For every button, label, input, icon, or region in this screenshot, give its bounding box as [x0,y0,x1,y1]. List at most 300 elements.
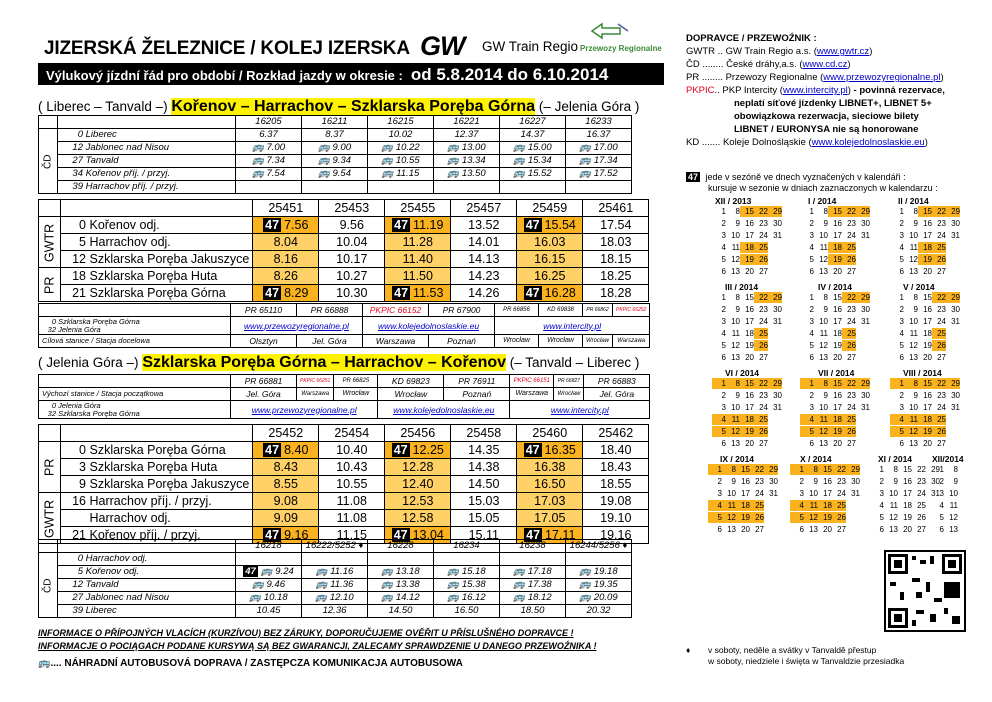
time-cell: 12.37 [434,129,500,142]
time-cell: 🚌 13.38 [368,579,434,592]
calendar-day: 18 [828,414,842,425]
time-cell: 47 12.25 [385,442,451,459]
route1-main: Kořenov – Harrachov – Szklarska Poręba Górna [171,98,536,115]
calendar-day: 10 [819,231,828,240]
link-przewozy[interactable]: www.przewozyregionalne.pl [231,401,378,419]
link-gwtr[interactable]: www.gwtr.cz [816,46,870,57]
time-cell: 🚌 15.18 [434,566,500,579]
calendar-day: 1 [899,293,904,302]
route2-pre: ( Jelenia Góra –) [38,355,139,370]
calendar-day: 4 [790,500,804,511]
calendar-day: 5 [890,426,904,437]
calendar-day: 4 [721,243,726,252]
calendar-day: 11 [889,501,898,510]
validity-banner [38,63,664,85]
calendar-month: XI / 2014 [878,454,913,464]
calendar-day: 19 [745,341,754,350]
calendar-day: 9 [913,305,918,314]
calendar-day: 5 [790,512,804,523]
calendar-day: 8 [913,293,918,302]
calendar-day: 26 [917,513,926,522]
timetable-main-inbound [38,424,649,544]
time-cell: 47 16.28 [517,285,583,302]
calendar-day: 3 [721,317,726,326]
calendar-day: 22 [754,378,768,389]
time-cell: 6.37 [236,129,302,142]
calendar-day: 27 [917,525,926,534]
calendar-day: 17 [745,317,754,326]
calendar-day: 5 [939,513,944,522]
calendar-day: 30 [951,391,960,400]
calendar-day: 25 [754,328,768,339]
train-number: 16227 [500,116,566,129]
calendar-day: 9 [893,477,898,486]
calendar-day: 3 [799,489,804,498]
link-kd[interactable]: www.kolejedolnoslaskie.eu [811,137,925,148]
calendar-day: 11 [909,243,918,252]
time-cell: 47 11.53 [385,285,451,302]
destination-cell: Olsztyn [231,335,297,348]
train-number: PR 65110 [231,304,297,317]
calendar-day: 1 [721,293,726,302]
calendar-month: III / 2014 [725,282,759,292]
time-cell: 19.10 [583,510,649,527]
route1-pre: ( Liberec – Tanvald –) [38,99,168,114]
calendar-day: 5 [721,341,726,350]
train-number: PKPIC 66252 [613,304,650,317]
time-cell: 🚌 10.18 [236,592,302,605]
calendar-day: 12 [909,341,918,350]
calendar-day: 2 [899,305,904,314]
calendar-day: 25 [754,414,768,425]
calendar-day: 5 [899,255,904,264]
calendar-day: 19 [828,254,842,265]
time-cell: 🚌 13.00 [434,142,500,155]
calendar-day: 6 [721,353,726,362]
link-intercity[interactable]: www.intercity.pl [782,85,848,96]
link-przewozy[interactable]: www.przewozyregionalne.pl [231,317,363,335]
calendar-day: 12 [904,426,918,437]
time-cell: 🚌 13.34 [434,155,500,168]
calendar-day: 29 [946,292,960,303]
calendar-day: 13 [819,439,828,448]
time-cell: 17.54 [583,217,649,234]
calendar-day: 17 [833,403,842,412]
calendar-day: 27 [755,525,764,534]
calendar-day: 18 [745,329,754,338]
train-number: 25452 [253,425,319,442]
time-cell: 14.26 [451,285,517,302]
calendar-day: 2 [721,391,726,400]
calendar-day: 29 [846,464,860,475]
time-cell: 🚌 17.18 [500,566,566,579]
calendar-day: 3 [879,489,884,498]
calendar-day: 10 [731,231,740,240]
time-cell: 🚌 11.15 [368,168,434,181]
calendar-day: 6 [809,353,814,362]
calendar-day: 22 [832,464,846,475]
train-number: 25460 [517,425,583,442]
time-cell: 🚌 18.12 [500,592,566,605]
carrier-label: ČD [39,129,58,194]
calendar-day: 17 [923,317,932,326]
calendar-day: 31 [773,317,782,326]
train-number: PKPIC 66152 [363,304,429,317]
calendar-day: 12 [804,512,818,523]
calendar-day: 22 [917,465,926,474]
diamond-icon: ♦ [686,645,691,655]
calendar-day: 16 [745,219,754,228]
calendar-day: 13 [819,267,828,276]
time-cell: 12.36 [302,605,368,618]
calendar-day: 3 [899,403,904,412]
pkpic-note: LIBNET / EURONYSA nie są honorowane [734,124,919,135]
station-cell: 0 Szklarska Poręba Górna 32 Jelenia Góra [39,317,231,335]
time-cell: 🚌 13.50 [434,168,500,181]
calendar-day: 3 [899,317,904,326]
calendar-day: 2 [721,219,726,228]
origin-cell: Poznań [444,388,510,401]
calendar-day: 2 [879,477,884,486]
origin-cell: Warszawa [297,388,334,401]
calendar-day: 25 [832,500,846,511]
calendar-day: 8 [823,293,828,302]
train-number: PR 66856 [495,304,539,317]
page-title: JIZERSKÁ ŽELEZNICE / KOLEJ IZERSKA [44,38,410,59]
time-cell: 47 11.19 [385,217,451,234]
time-cell [302,181,368,194]
calendar-day: 20 [833,353,842,362]
calendar-day: 25 [842,328,856,339]
station-cell: 0 Liberec [58,129,236,142]
time-cell: 11.08 [319,510,385,527]
calendar-day: 24 [937,231,946,240]
carrier-cd: ČD ........ České dráhy,a.s. [686,59,797,70]
carrier-pkpic: .. PKP Intercity [714,85,778,96]
calendar-day: 23 [759,305,768,314]
calendar-day: 8 [953,465,958,474]
calendar-day: 30 [951,305,960,314]
calendar-day: 6 [899,353,904,362]
calendar-day: 20 [745,267,754,276]
calendar-day: 26 [754,340,768,351]
calendar-day: 24 [937,403,946,412]
calendar-day: 3 [809,231,814,240]
train-number: 16215 [368,116,434,129]
calendar-day: 16 [741,477,750,486]
calendar-day: 29 [856,378,870,389]
train-number: 25454 [319,425,385,442]
timetable-pl-connections-2 [38,374,650,419]
time-cell: 13.52 [451,217,517,234]
carrier-gwtr: GWTR .. GW Train Regio a.s. [686,46,812,57]
calendar-day: 15 [828,206,842,217]
calendar-day: 24 [937,317,946,326]
calendar-day: 10 [731,317,740,326]
carrier-label: PR [39,442,61,493]
calendar-day: 1 [939,465,944,474]
time-cell: 10.30 [319,285,385,302]
calendar-day: 25 [750,500,764,511]
calendar-day: 17 [923,403,932,412]
calendar-day: 29 [768,292,782,303]
calendar-day: 30 [773,391,782,400]
time-cell: 8.55 [253,476,319,493]
calendar-day: 4 [800,414,814,425]
calendar-day: 6 [717,525,722,534]
calendar-day: 18 [918,414,932,425]
station-cell: 0 Jelenia Góra 32 Szklarska Poręba Górna [39,401,231,419]
pkpic-note: obowiązkowa rezerwacja, sieciowe bilety [734,111,919,122]
destination-label: Cílová stanice / Stacja docelowa [39,335,231,348]
banner-subtitle: Výlukový jízdní řád pro období / Rozkład jazdy w okresie : [46,68,403,83]
calendar-day: 22 [754,292,768,303]
calendar-day: 3 [721,231,726,240]
time-cell: 🚌 9.34 [302,155,368,168]
calendar-day: 27 [937,353,946,362]
link-intercity[interactable]: www.intercity.pl [510,401,650,419]
calendar-day: 26 [754,426,768,437]
link-koleje[interactable]: www.kolejedolnoslaskie.eu [378,401,510,419]
destination-cell: Poznań [429,335,495,348]
calendar-day: 16 [745,391,754,400]
calendar-day: 25 [932,414,946,425]
calendar-day: 15 [903,465,912,474]
calendar-day: 26 [932,426,946,437]
calendar-day: 4 [809,329,814,338]
train-number: 16238 [500,540,566,553]
time-cell: 🚌 15.52 [500,168,566,181]
time-cell: 16.15 [517,251,583,268]
time-cell [500,181,566,194]
calendar-day: 1 [809,293,814,302]
calendar-day: 29 [931,465,940,474]
calendar-day: 23 [917,477,926,486]
calendar-day: 2 [809,391,814,400]
link-intercity[interactable]: www.intercity.pl [495,317,650,335]
calendar-day: 6 [899,267,904,276]
calendar-day: 12 [731,255,740,264]
train-number: KD 69823 [378,375,444,388]
station-cell: 5 Harrachov odj. [61,234,253,251]
time-cell: 🚌 15.34 [500,155,566,168]
calendar-day: 15 [736,464,750,475]
route-heading-2 [38,354,639,372]
time-cell: 🚌 12.10 [302,592,368,605]
calendar-day: 6 [879,525,884,534]
calendar-day: 13 [731,439,740,448]
time-cell: 18.28 [583,285,649,302]
calendar-day: 25 [932,242,946,253]
train-number: 25455 [385,200,451,217]
calendar-day: 9 [735,219,740,228]
calendar-month: IV / 2014 [818,282,853,292]
gw-train-regio-logo: GW Train Regio [482,39,579,54]
time-cell: 14.13 [451,251,517,268]
calendar-day: 16 [833,305,842,314]
time-cell: 47 🚌 9.24 [236,566,302,579]
przewozy-logo-icon [590,22,630,45]
empty-cell [58,116,236,129]
calendar-day: 12 [909,255,918,264]
station-cell: 27 Jablonec nad Nisou [58,592,236,605]
calendar-day: 16 [833,219,842,228]
time-cell: 8.37 [302,129,368,142]
calendar-day: 16 [923,391,932,400]
calendar-day: 10 [731,403,740,412]
season-calendar [700,196,970,536]
station-cell: 18 Szklarska Poręba Huta [61,268,253,285]
calendar-day: 8 [804,464,818,475]
calendar-day: 6 [809,439,814,448]
time-cell: 10.04 [319,234,385,251]
calendar-day: 15 [918,206,932,217]
time-cell: 12.28 [385,459,451,476]
calendar-day: 30 [773,305,782,314]
calendar-day: 18 [818,500,832,511]
train-number: PR 66827 [554,375,584,388]
origin-cell: Jel. Góra [231,388,297,401]
time-cell: 🚌 17.34 [566,155,632,168]
calendar-day: 27 [847,439,856,448]
calendar-day: 16 [903,477,912,486]
time-cell: 19.16 [583,527,649,544]
calendar-day: 4 [721,329,726,338]
time-cell: 14.01 [451,234,517,251]
origin-cell: Wrocław [334,388,378,401]
calendar-day: 22 [932,206,946,217]
calendar-day: 31 [951,231,960,240]
calendar-day: 27 [759,353,768,362]
calendar-day: 23 [937,391,946,400]
calendar-day: 9 [913,219,918,228]
calendar-day: 15 [923,293,932,302]
calendar-day: 27 [847,353,856,362]
calendar-day: 18 [740,414,754,425]
link-cd[interactable]: www.cd.cz [802,59,848,70]
time-cell: 11.28 [385,234,451,251]
calendar-day: 6 [809,267,814,276]
calendar-day: 5 [879,513,884,522]
calendar-day: 16 [923,219,932,228]
calendar-day: 27 [759,439,768,448]
47-badge-icon: 47 [688,172,699,182]
time-cell: 9.56 [319,217,385,234]
train-number: 16234 [434,540,500,553]
time-cell: 11.50 [385,268,451,285]
calendar-day: 2 [717,477,722,486]
time-cell: 16.38 [517,459,583,476]
calendar-day: 2 [939,477,944,486]
note47-cz: jede v sezóně ve dnech vyznačených v kalendáři : [705,172,906,182]
origin-cell: Wrocław [378,388,444,401]
calendar-day: 13 [809,525,818,534]
calendar-day: 23 [937,305,946,314]
calendar-day: 27 [937,439,946,448]
carriers-heading: DOPRAVCE / PRZEWOŹNIK : [686,33,817,44]
calendar-day: 1 [721,207,726,216]
time-cell: 18.43 [583,459,649,476]
calendar-day: 25 [754,242,768,253]
train-number: PKPIC 66151 [510,375,554,388]
time-cell: 47 9.16 [253,527,319,544]
destination-cell: Wrocław [583,335,613,348]
station-cell: 21 Kořenov příj. / przyj. [61,527,253,544]
time-cell: 47 8.29 [253,285,319,302]
calendar-day: 19 [923,341,932,350]
calendar-day: 26 [842,254,856,265]
calendar-day: 26 [832,512,846,523]
station-cell: 34 Kořenov příj. / przyj. [58,168,236,181]
calendar-day: 5 [708,512,722,523]
calendar-day: 20 [923,439,932,448]
calendar-day: 5 [712,426,726,437]
train-number: PR 66825 [334,375,378,388]
calendar-day: 12 [731,341,740,350]
calendar-day: 31 [931,489,940,498]
time-cell: 16.50 [434,605,500,618]
calendar-day: 13 [731,353,740,362]
time-cell: 15.11 [451,527,517,544]
pkpic-note: - povinná rezervace, [850,85,945,96]
calendar-month: XII/2014 [932,454,964,464]
calendar-day: 9 [913,391,918,400]
calendar-day: 4 [899,243,904,252]
calendar-day: 15 [740,206,754,217]
calendar-day: 9 [953,477,958,486]
calendar-day: 31 [773,231,782,240]
time-cell: 9.08 [253,493,319,510]
link-pr[interactable]: www.przewozyregionalne.pl [823,72,941,83]
info-pl: INFORMACJE O POCIĄGACH PODANE KURSYWĄ SĄ BEZ GWARANCJI, ZALECAMY SPRAWDZENIE U DANEGO PRZEWOŹNIKA ! [38,641,597,651]
qr-code-icon [886,552,964,630]
gw-logo: GW [420,31,465,61]
calendar-day: 18 [736,500,750,511]
calendar-day: 24 [917,489,926,498]
station-cell: 27 Tanvald [58,155,236,168]
train-number: 25457 [451,200,517,217]
calendar-day: 11 [814,414,828,425]
calendar-day: 31 [951,403,960,412]
calendar-day: 22 [750,464,764,475]
calendar-day: 18 [918,242,932,253]
calendar-day: 11 [731,243,740,252]
calendar-day: 12 [889,513,898,522]
time-cell: 11.15 [319,527,385,544]
calendar-day: 17 [923,231,932,240]
calendar-day: 19 [833,341,842,350]
calendar-day: 18 [903,501,912,510]
calendar-day: 6 [721,439,726,448]
calendar-day: 20 [741,525,750,534]
train-number: 16222/5252 ♦ [302,540,368,553]
calendar-day: 1 [800,378,814,389]
calendar-day: 24 [847,317,856,326]
calendar-day: 22 [842,292,856,303]
calendar-day: 1 [890,378,904,389]
qr-code[interactable] [884,550,966,632]
diamond-note [686,645,904,667]
calendar-month: VIII / 2014 [903,368,942,378]
carrier-pkpic-code: PKPIC [686,85,715,96]
calendar-day: 8 [893,465,898,474]
przewozy-logo-text: Przewozy Regionalne [580,44,662,53]
station-cell: 16 Harrachov příj. / przyj. [61,493,253,510]
calendar-day: 26 [754,254,768,265]
link-koleje[interactable]: www.kolejedolnoslaskie.eu [363,317,495,335]
calendar-day: 3 [809,403,814,412]
calendar-day: 23 [847,219,856,228]
